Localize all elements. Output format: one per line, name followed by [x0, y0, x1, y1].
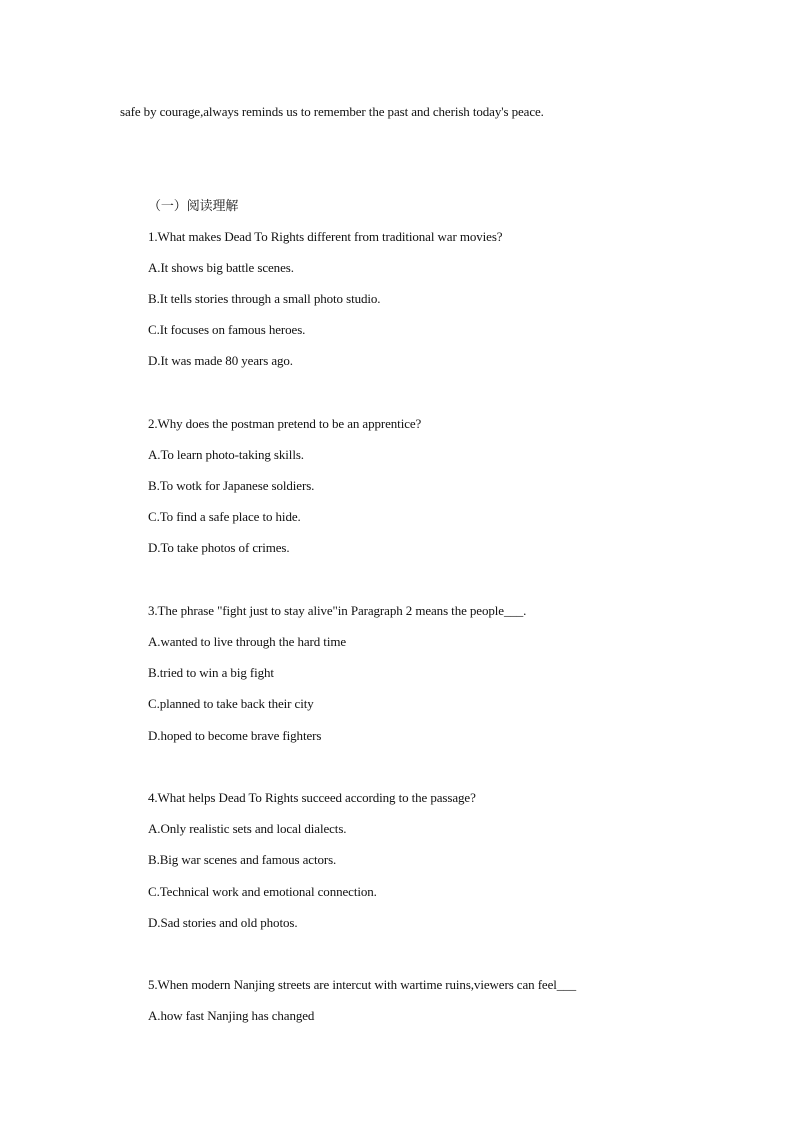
answer-option: B.tried to win a big fight — [148, 665, 274, 680]
question-stem: 4.What helps Dead To Rights succeed according to the passage? — [148, 790, 476, 805]
section-title: （一）阅读理解 — [148, 198, 239, 213]
answer-option: D.hoped to become brave fighters — [148, 728, 322, 743]
answer-option: D.It was made 80 years ago. — [148, 353, 293, 368]
answer-option: B.It tells stories through a small photo studio. — [148, 291, 381, 306]
answer-option: A.wanted to live through the hard time — [148, 634, 347, 649]
question-stem: 5.When modern Nanjing streets are intercut with wartime ruins,viewers can feel___ — [148, 977, 576, 992]
answer-option: A.To learn photo-taking skills. — [148, 447, 304, 462]
answer-option: D.Sad stories and old photos. — [148, 915, 298, 930]
answer-option: C.planned to take back their city — [148, 696, 314, 711]
answer-option: C.Technical work and emotional connection. — [148, 884, 377, 899]
question-stem: 3.The phrase "fight just to stay alive"in Paragraph 2 means the people___. — [148, 603, 527, 618]
answer-option: C.To find a safe place to hide. — [148, 509, 301, 524]
answer-option: D.To take photos of crimes. — [148, 540, 290, 555]
answer-option: A.It shows big battle scenes. — [148, 260, 294, 275]
intro-line: safe by courage,always reminds us to remember the past and cherish today's peace. — [120, 104, 544, 119]
answer-option: A.Only realistic sets and local dialects. — [148, 821, 347, 836]
answer-option: B.Big war scenes and famous actors. — [148, 852, 337, 867]
question-stem: 1.What makes Dead To Rights different from traditional war movies? — [148, 229, 503, 244]
answer-option: B.To wotk for Japanese soldiers. — [148, 478, 315, 493]
answer-option: A.how fast Nanjing has changed — [148, 1008, 315, 1023]
answer-option: C.It focuses on famous heroes. — [148, 322, 306, 337]
question-stem: 2.Why does the postman pretend to be an apprentice? — [148, 416, 422, 431]
